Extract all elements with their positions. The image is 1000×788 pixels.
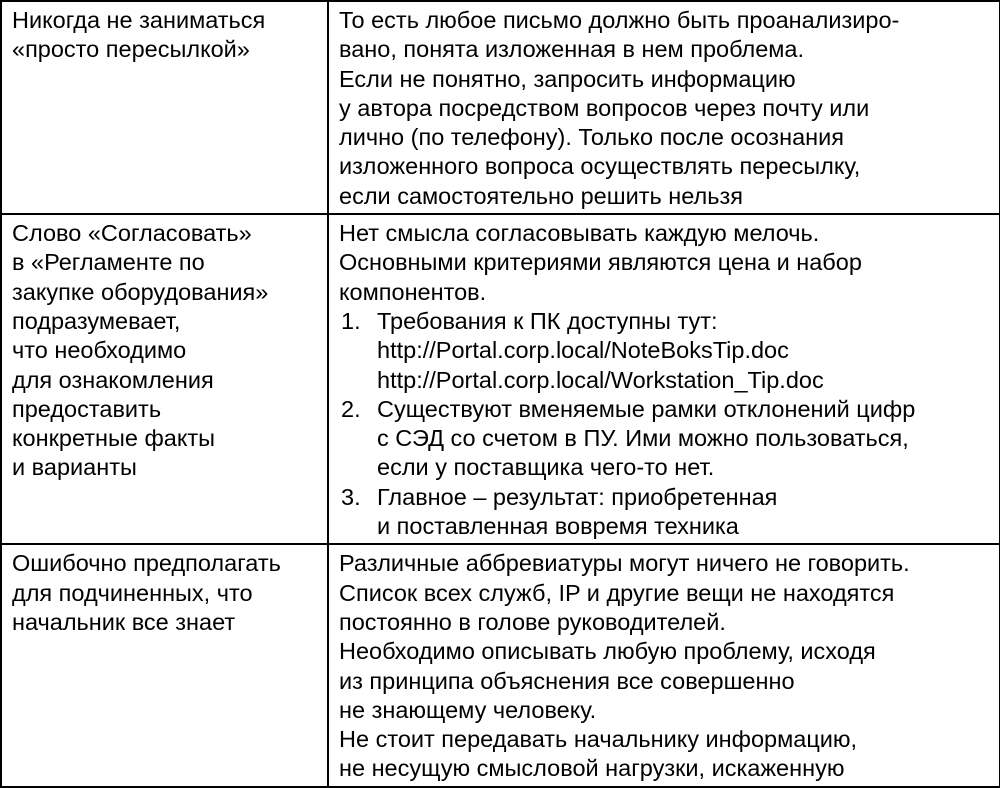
rule-line: для ознакомления bbox=[12, 366, 214, 393]
explanation-line: Нет смысла согласовывать каждую мелочь. bbox=[339, 220, 820, 247]
explanation-line: Необходимо описывать любую проблему, исходя bbox=[339, 638, 876, 665]
rule-line: Ошибочно предполагать bbox=[12, 550, 281, 577]
explanation-line: если самостоятельно решить нельзя bbox=[339, 182, 743, 209]
rule-line: закупке оборудования» bbox=[12, 278, 269, 305]
numbered-item-2 bbox=[339, 395, 993, 483]
rule-line: что необходимо bbox=[12, 337, 187, 364]
item-line: http://Portal.corp.local/Workstation_Tip.doc bbox=[377, 366, 824, 393]
table-row bbox=[1, 1, 1000, 214]
rule-line: и варианты bbox=[12, 454, 137, 481]
item-line: и поставленная вовремя техника bbox=[377, 513, 739, 540]
explanation-line: Если не понятно, запросить информацию bbox=[339, 65, 796, 92]
rule-line: Слово «Согласовать» bbox=[12, 220, 252, 247]
rule-cell bbox=[1, 1, 328, 214]
item-line: с СЭД со счетом в ПУ. Ими можно пользоваться, bbox=[377, 425, 909, 452]
rule-line: подразумевает, bbox=[12, 307, 181, 334]
rule-line: в «Регламенте по bbox=[12, 249, 205, 276]
explanation-line: не несущую смысловой нагрузки, искаженную bbox=[339, 755, 845, 782]
rule-line: «просто пересылкой» bbox=[12, 36, 250, 63]
rule-line: Никогда не заниматься bbox=[12, 7, 266, 33]
explanation-line: вано, понята изложенная в нем проблема. bbox=[339, 36, 805, 63]
table-row bbox=[1, 214, 1000, 544]
explanation-line: постоянно в голове руководителей. bbox=[339, 608, 726, 635]
item-number: 1. bbox=[341, 307, 361, 334]
numbered-item-1 bbox=[339, 307, 993, 395]
rule-cell bbox=[1, 544, 328, 786]
item-line: Главное – результат: приобретенная bbox=[377, 483, 778, 510]
explanation-line: Основными критериями являются цена и набор bbox=[339, 249, 862, 276]
explanation-line: из принципа объяснения все совершенно bbox=[339, 667, 795, 694]
item-number: 3. bbox=[341, 483, 361, 510]
explanation-cell bbox=[328, 544, 1000, 786]
rule-cell bbox=[1, 214, 328, 544]
table-row bbox=[1, 544, 1000, 786]
item-line: Требования к ПК доступны тут: bbox=[377, 307, 718, 334]
numbered-item-3 bbox=[339, 483, 993, 542]
explanation-cell bbox=[328, 1, 1000, 214]
explanation-cell bbox=[328, 214, 1000, 544]
rule-line: для подчиненных, что bbox=[12, 579, 253, 606]
item-line: Существуют вменяемые рамки отклонений цифр bbox=[377, 395, 916, 422]
explanation-line: Различные аббревиатуры могут ничего не говорить. bbox=[339, 550, 910, 577]
rule-line: конкретные факты bbox=[12, 425, 216, 452]
rule-line: предоставить bbox=[12, 395, 162, 422]
item-number: 2. bbox=[341, 395, 361, 422]
explanation-line: компонентов. bbox=[339, 278, 487, 305]
explanation-line: Не стоит передавать начальнику информацию, bbox=[339, 726, 858, 753]
rule-line: начальник все знает bbox=[12, 608, 236, 635]
explanation-line: у автора посредством вопросов через почту или bbox=[339, 94, 870, 121]
explanation-line: лично (по телефону). Только после осознания bbox=[339, 124, 844, 151]
explanation-line: изложенного вопроса осуществлять пересылку, bbox=[339, 153, 861, 180]
item-line: http://Portal.corp.local/NoteBoksTip.doc bbox=[377, 337, 789, 364]
explanation-line: не знающему человеку. bbox=[339, 696, 597, 723]
explanation-line: Список всех служб, IP и другие вещи не находятся bbox=[339, 579, 895, 606]
explanation-line: То есть любое письмо должно быть проанализиро- bbox=[339, 7, 900, 33]
item-line: если у поставщика чего-то нет. bbox=[377, 454, 715, 481]
